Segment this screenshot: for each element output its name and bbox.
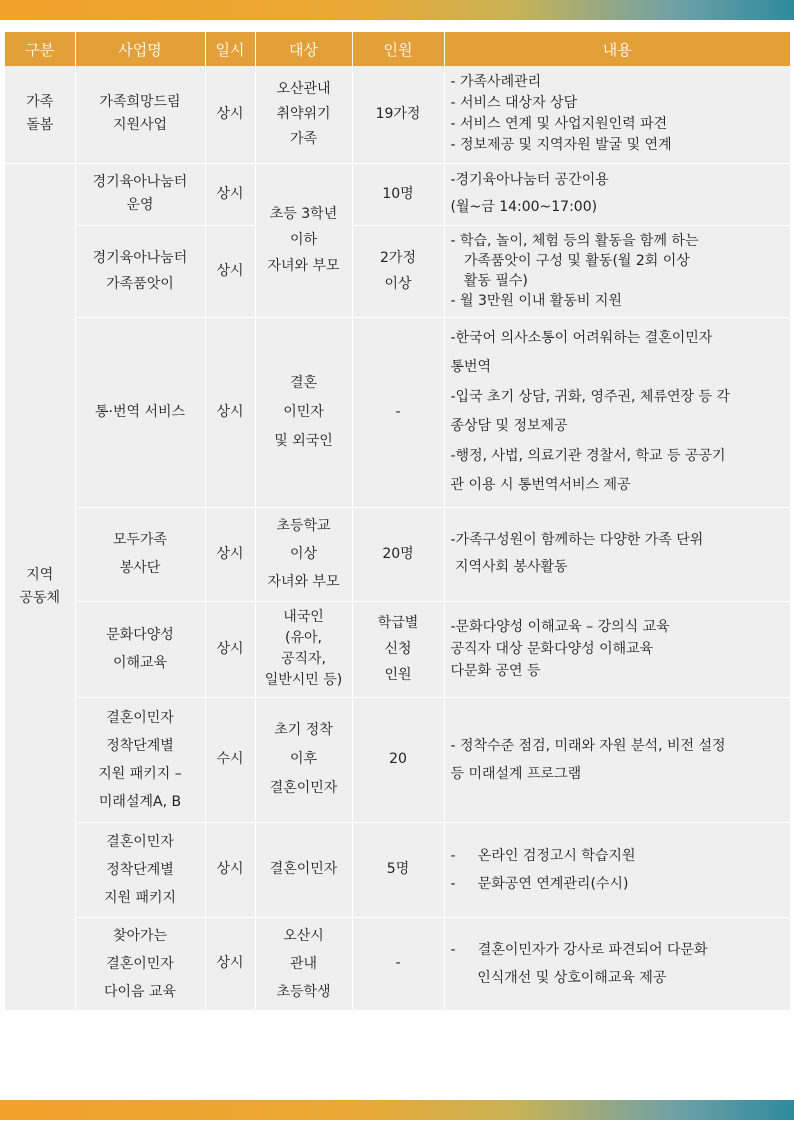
content-cell: -가족구성원이 함께하는 다양한 가족 단위 지역사회 봉사활동	[444, 507, 790, 601]
table-row	[5, 507, 790, 601]
program-table	[5, 32, 790, 1011]
category-cell: 가족 돌봄	[5, 66, 75, 163]
category-cell: 지역 공동체	[5, 163, 75, 1010]
table-row	[5, 822, 790, 917]
count-cell: 5명	[352, 822, 444, 917]
header-time: 일시	[205, 32, 255, 66]
time-cell: 상시	[205, 822, 255, 917]
time-cell: 상시	[205, 601, 255, 697]
count-cell: -	[352, 317, 444, 507]
program-name-cell: 결혼이민자 정착단계별 지원 패키지 – 미래설계A, B	[75, 697, 205, 822]
program-name-cell: 문화다양성 이해교육	[75, 601, 205, 697]
table-row	[5, 66, 790, 163]
header-category: 구분	[5, 32, 75, 66]
program-name-cell: 모두가족 봉사단	[75, 507, 205, 601]
table-row	[5, 163, 790, 225]
target-cell: 결혼이민자	[255, 822, 352, 917]
content-cell: -한국어 의사소통이 어려워하는 결혼이민자 통번역 -입국 초기 상담, 귀화, 영주권, 체류연장 등 각 종상담 및 정보제공 -행정, 사법, 의료기관 경찰서, 학교 등 공공기 관 이용 시 통번역서비스 제공	[444, 317, 790, 507]
target-cell: 초등 3학년 이하 자녀와 부모	[255, 163, 352, 317]
content-cell: -경기육아나눔터 공간이용 (월~금 14:00~17:00)	[444, 163, 790, 225]
content-cell: -문화다양성 이해교육 – 강의식 교육 공직자 대상 문화다양성 이해교육 다문화 공연 등	[444, 601, 790, 697]
header-content: 내용	[444, 32, 790, 66]
time-cell: 상시	[205, 163, 255, 225]
bottom-decorative-bar	[0, 1100, 794, 1120]
program-name-cell: 경기육아나눔터 가족품앗이	[75, 225, 205, 317]
target-cell: 초등학교 이상 자녀와 부모	[255, 507, 352, 601]
time-cell: 상시	[205, 66, 255, 163]
time-cell: 상시	[205, 507, 255, 601]
header-program-name: 사업명	[75, 32, 205, 66]
target-cell: 오산관내 취약위기 가족	[255, 66, 352, 163]
count-cell: 20	[352, 697, 444, 822]
table-header-row	[5, 32, 790, 66]
program-name-cell: 통·번역 서비스	[75, 317, 205, 507]
time-cell: 상시	[205, 225, 255, 317]
target-cell: 내국인 (유아, 공직자, 일반시민 등)	[255, 601, 352, 697]
target-cell: 오산시 관내 초등학생	[255, 917, 352, 1010]
content-cell: - 학습, 놀이, 체험 등의 활동을 함께 하는 가족품앗이 구성 및 활동(월 2회 이상 활동 필수) - 월 3만원 이내 활동비 지원	[444, 225, 790, 317]
content-cell: - 온라인 검정고시 학습지원 - 문화공연 연계관리(수시)	[444, 822, 790, 917]
program-name-cell: 경기육아나눔터 운영	[75, 163, 205, 225]
count-cell: 20명	[352, 507, 444, 601]
program-name-cell: 찾아가는 결혼이민자 다이음 교육	[75, 917, 205, 1010]
content-cell: - 가족사례관리 - 서비스 대상자 상담 - 서비스 연계 및 사업지원인력 파견 - 정보제공 및 지역자원 발굴 및 연계	[444, 66, 790, 163]
target-cell: 결혼 이민자 및 외국인	[255, 317, 352, 507]
table-row	[5, 601, 790, 697]
header-count: 인원	[352, 32, 444, 66]
count-cell: 19가정	[352, 66, 444, 163]
table-row	[5, 917, 790, 1010]
time-cell: 수시	[205, 697, 255, 822]
content-cell: - 결혼이민자가 강사로 파견되어 다문화 인식개선 및 상호이해교육 제공	[444, 917, 790, 1010]
time-cell: 상시	[205, 317, 255, 507]
table-row	[5, 317, 790, 507]
content-cell: - 정착수준 점검, 미래와 자원 분석, 비전 설정 등 미래설계 프로그램	[444, 697, 790, 822]
time-cell: 상시	[205, 917, 255, 1010]
table-row	[5, 697, 790, 822]
count-cell: 2가정 이상	[352, 225, 444, 317]
program-name-cell: 결혼이민자 정착단계별 지원 패키지	[75, 822, 205, 917]
header-target: 대상	[255, 32, 352, 66]
count-cell: -	[352, 917, 444, 1010]
program-name-cell: 가족희망드림 지원사업	[75, 66, 205, 163]
count-cell: 학급별 신청 인원	[352, 601, 444, 697]
top-decorative-bar	[0, 0, 794, 20]
table-row	[5, 225, 790, 317]
count-cell: 10명	[352, 163, 444, 225]
target-cell: 초기 정착 이후 결혼이민자	[255, 697, 352, 822]
